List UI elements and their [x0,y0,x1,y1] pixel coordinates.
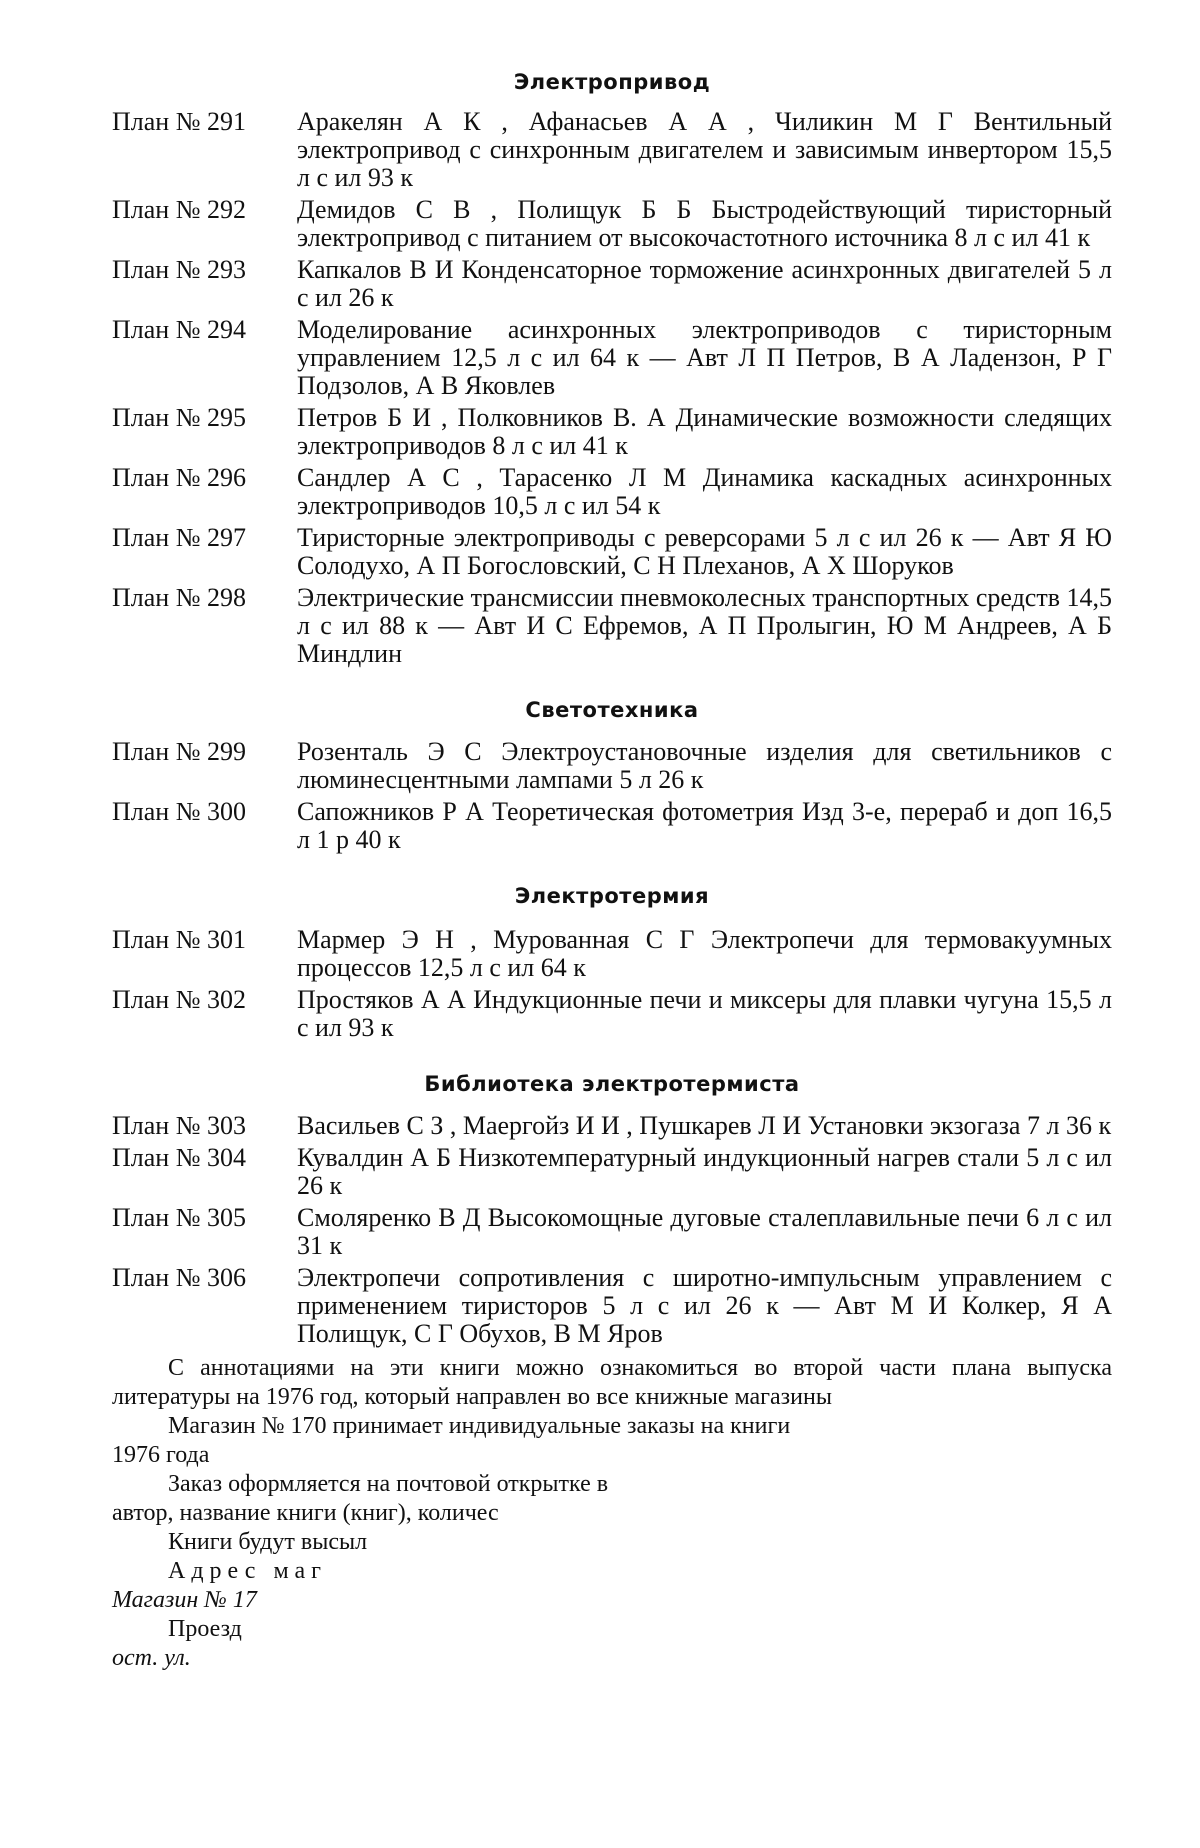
list-item [112,584,1112,668]
plan-number: План № 292 [112,195,247,224]
list-item [112,738,1112,794]
list-item [112,464,1112,520]
book-description: Смоляренко В Д Высокомощные дуговые сталеплавильные печи 6 л с ил 31 к [297,1203,1112,1260]
list-item [112,1264,1112,1348]
list-item [112,108,1112,192]
list-item [112,196,1112,252]
order-details-line: автор, название книги (книг), количес [112,1500,499,1526]
plan-number: План № 294 [112,315,247,344]
book-description: Розенталь Э С Электроустановочные изделия для светильников с люминесцентными лампами 5 л 26 к [297,737,1112,794]
year-line: 1976 года [112,1442,210,1468]
book-description: Кувалдин А Б Низкотемпературный индукционный нагрев стали 5 л с ил 26 к [297,1143,1112,1200]
annotation-paragraph: С аннотациями на эти книги можно ознакомиться во второй части плана выпуска литературы на 1976 год, который направлен во все книжные магазины [112,1355,1112,1410]
section-heading: Библиотека электротермиста [424,1072,800,1096]
book-description: Сандлер А С , Тарасенко Л М Динамика каскадных асинхронных электроприводов 10,5 л с ил 54 к [297,463,1112,520]
plan-number: План № 304 [112,1143,247,1172]
plan-number: План № 297 [112,523,247,552]
shop-orders-paragraph: Магазин № 170 принимает индивидуальные заказы на книги [168,1413,791,1439]
delivery-line: Книги будут высыл [168,1529,368,1555]
plan-number: План № 295 [112,403,247,432]
list-item [112,316,1112,400]
document-page [112,70,1112,1673]
section-heading: Электропривод [513,70,711,94]
list-item [112,1204,1112,1260]
directions-line: Проезд [168,1616,242,1642]
plan-number: План № 296 [112,463,247,492]
book-description: Простяков А А Индукционные печи и миксеры для плавки чугуна 15,5 л с ил 93 к [297,985,1112,1042]
section-electrothermics [112,884,1112,1042]
address-heading: Адрес маг [168,1558,327,1584]
list-item [112,1112,1112,1140]
section-electrothermist-library [112,1072,1112,1348]
plan-number: План № 306 [112,1263,247,1292]
plan-number: План № 293 [112,255,247,284]
book-description: Аракелян А К , Афанасьев А А , Чиликин М Г Вентильный электропривод с синхронным двигателем и зависимым инвертором 15,5 л с ил 93 к [297,107,1112,192]
book-description: Мармер Э Н , Мурованная С Г Электропечи для термовакуумных процессов 12,5 л с ил 64 к [297,925,1112,982]
order-form-paragraph: Заказ оформляется на почтовой открытке в [168,1471,609,1497]
list-item [112,524,1112,580]
plan-number: План № 305 [112,1203,247,1232]
plan-number: План № 303 [112,1111,247,1140]
list-item [112,404,1112,460]
list-item [112,798,1112,854]
list-item [112,256,1112,312]
plan-number: План № 300 [112,797,247,826]
book-description: Тиристорные электроприводы с реверсорами 5 л с ил 26 к — Авт Я Ю Солодухо, А П Богословский, С Н Плеханов, А Х Шоруков [297,523,1112,580]
book-description: Электропечи сопротивления с широтно-импульсным управлением с применением тиристоров 5 л с ил 26 к — Авт М И Колкер, Я А Полищук, С Г Обухов, В М Яров [297,1263,1112,1348]
book-description: Васильев С З , Маергойз И И , Пушкарев Л И Установки экзогаза 7 л 36 к [297,1111,1112,1140]
book-description: Капкалов В И Конденсаторное торможение асинхронных двигателей 5 л с ил 26 к [297,255,1112,312]
stop-street-line: ост. ул. [112,1645,191,1671]
book-description: Демидов С В , Полищук Б Б Быстродействующий тиристорный электропривод с питанием от высокочастотного источника 8 л с ил 41 к [297,195,1112,252]
plan-number: План № 291 [112,107,247,136]
book-description: Моделирование асинхронных электроприводов с тиристорным управлением 12,5 л с ил 64 к — Авт Л П Петров, В А Ладензон, Р Г Подзолов, А В Яковлев [297,315,1112,400]
plan-number: План № 301 [112,925,247,954]
list-item [112,1144,1112,1200]
section-lighting [112,698,1112,854]
book-description: Электрические трансмиссии пневмоколесных транспортных средств 14,5 л с ил 88 к — Авт И С Ефремов, А П Пролыгин, Ю М Андреев, А Б Миндлин [297,583,1112,668]
book-description: Сапожников Р А Теоретическая фотометрия Изд 3-е, перераб и доп 16,5 л 1 р 40 к [297,797,1112,854]
shop-name: Магазин № 17 [112,1587,257,1613]
section-electric-drive [112,70,1112,668]
plan-number: План № 298 [112,583,247,612]
section-heading: Электротермия [514,884,710,908]
plan-number: План № 302 [112,985,247,1014]
section-heading: Светотехника [525,698,699,722]
list-item [112,986,1112,1042]
book-description: Петров Б И , Полковников В. А Динамические возможности следящих электроприводов 8 л с ил 41 к [297,403,1112,460]
plan-number: План № 299 [112,737,247,766]
list-item [112,926,1112,982]
ordering-note [112,1354,1112,1673]
